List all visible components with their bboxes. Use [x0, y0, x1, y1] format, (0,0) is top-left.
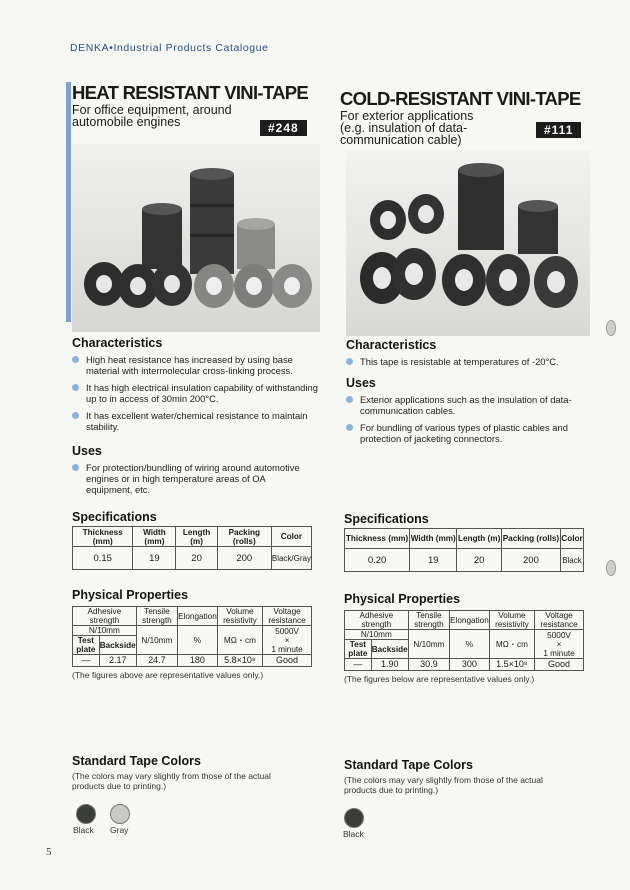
spec-header-color: Color	[560, 529, 583, 549]
left-characteristic-item: It has high electrical insulation capability of withstanding up to in access of 30min 200°C.	[72, 382, 322, 404]
phys-subheader-test-plate: Test plate	[73, 636, 100, 655]
right-uses-section	[346, 376, 586, 450]
phys-subheader-backside: Backside	[99, 636, 136, 655]
left-swatch-black	[76, 804, 96, 824]
phys-value-tensile: 24.7	[136, 655, 177, 667]
spec-value-width: 19	[133, 547, 176, 570]
right-use-item: For bundling of various types of plastic cables and protection of jacketing connectors.	[346, 422, 586, 444]
right-physical-section	[344, 592, 584, 684]
spec-header-thickness: Thickness (mm)	[345, 529, 410, 549]
left-subtitle-line: automobile engines	[72, 115, 181, 129]
right-specifications-heading: Specifications	[344, 512, 429, 526]
spec-value-packing: 200	[217, 547, 271, 570]
tape-colors-note-line: products due to printing.)	[344, 784, 439, 795]
left-specifications-heading: Specifications	[72, 510, 157, 524]
phys-header-volume: Volume resistivity	[217, 607, 262, 626]
right-swatch-black	[344, 808, 364, 828]
phys-value-backside: 1.90	[371, 659, 408, 671]
tape-colors-note-line: (The colors may vary slightly from those of the actual	[344, 775, 543, 785]
binder-hole-icon	[606, 560, 616, 576]
phys-value-volume: 1.5×10⁸	[489, 659, 534, 671]
right-tape-colors-note	[344, 776, 590, 795]
brand-name: DENKA	[70, 42, 110, 54]
phys-header-elongation: Elongation	[178, 607, 218, 626]
spec-header-thickness: Thickness (mm)	[73, 527, 133, 547]
catalogue-header	[70, 42, 269, 54]
phys-unit-adhesive: N/10mm	[345, 630, 409, 640]
right-product-title: COLD-RESISTANT VINI-TAPE	[340, 88, 581, 109]
spec-header-length: Length (m)	[457, 529, 502, 549]
phys-value-backside: 2.17	[99, 655, 136, 667]
spec-value-length: 20	[176, 547, 217, 570]
page-number: 5	[46, 846, 52, 858]
spec-value-packing: 200	[501, 549, 560, 572]
spec-header-packing: Packing (rolls)	[217, 527, 271, 547]
left-product-code-badge: #248	[260, 120, 307, 136]
spec-header-width: Width (mm)	[410, 529, 457, 549]
phys-value-test-plate: —	[345, 659, 372, 671]
right-uses-heading: Uses	[346, 376, 376, 390]
right-characteristic-item: This tape is resistable at temperatures of -20°C.	[346, 356, 586, 367]
spec-value-color: Black/Gray	[271, 547, 311, 570]
right-physical-table	[344, 610, 584, 671]
spec-value-thickness: 0.20	[345, 549, 410, 572]
tape-colors-note-line: (The colors may vary slightly from those of the actual	[72, 771, 271, 781]
phys-unit-volume: MΩ・cm	[489, 630, 534, 659]
spec-header-packing: Packing (rolls)	[501, 529, 560, 549]
left-tape-colors-heading: Standard Tape Colors	[72, 754, 201, 768]
left-characteristic-item: It has excellent water/chemical resistance to maintain stability.	[72, 410, 322, 432]
spec-value-thickness: 0.15	[73, 547, 133, 570]
phys-header-voltage: Voltage resistance	[263, 607, 312, 626]
phys-header-adhesive: Adhesive strength	[345, 611, 409, 630]
header-separator: •	[109, 42, 114, 54]
right-physical-heading: Physical Properties	[344, 592, 461, 606]
right-swatch-label-black: Black	[343, 829, 364, 839]
phys-subheader-test-plate: Test plate	[345, 640, 372, 659]
phys-value-voltage: Good	[535, 659, 584, 671]
volt-unit-line: ×	[284, 635, 290, 645]
phys-unit-voltage	[535, 630, 584, 659]
left-specifications-table	[72, 526, 312, 570]
spec-header-length: Length (m)	[176, 527, 217, 547]
phys-value-elongation: 180	[178, 655, 218, 667]
left-product-photo	[72, 144, 320, 332]
right-subtitle-line: communication cable)	[340, 133, 462, 147]
phys-value-tensile: 30.9	[408, 659, 449, 671]
phys-value-elongation: 300	[450, 659, 490, 671]
binder-hole-icon	[606, 320, 616, 336]
phys-unit-tensile: N/10mm	[136, 626, 177, 655]
right-use-item: Exterior applications such as the insulation of data-communication cables.	[346, 394, 586, 416]
left-subtitle-line: For office equipment, around	[72, 103, 232, 117]
left-characteristic-item: High heat resistance has increased by using base material with intermolecular cross-linking process.	[72, 354, 322, 376]
left-characteristics-heading: Characteristics	[72, 336, 163, 350]
phys-header-tensile: Tensile strength	[136, 607, 177, 626]
volt-unit-line: 5000V	[547, 630, 571, 640]
volt-unit-line: 1 minute	[543, 648, 575, 658]
right-specifications-table	[344, 528, 584, 572]
left-accent-bar	[66, 82, 71, 322]
phys-header-adhesive: Adhesive strength	[73, 607, 137, 626]
right-representative-note: (The figures below are representative values only.)	[344, 674, 535, 684]
right-tape-rolls-illustration	[346, 150, 590, 336]
left-product-title: HEAT RESISTANT VINI-TAPE	[72, 82, 309, 103]
phys-value-volume: 5.8×10⁸	[217, 655, 262, 667]
phys-header-elongation: Elongation	[450, 611, 490, 630]
spec-value-length: 20	[457, 549, 502, 572]
right-subtitle-line: (e.g. insulation of data-	[340, 121, 468, 135]
right-subtitle-line: For exterior applications	[340, 109, 474, 123]
left-representative-note: (The figures above are representative values only.)	[72, 670, 264, 680]
phys-value-voltage: Good	[263, 655, 312, 667]
left-tape-rolls-illustration	[72, 144, 320, 332]
left-tape-colors-section	[72, 754, 322, 791]
right-tape-colors-section	[344, 758, 590, 795]
phys-subheader-backside: Backside	[371, 640, 408, 659]
right-product-code-badge: #111	[536, 122, 581, 138]
right-product-column	[340, 84, 590, 839]
spec-value-width: 19	[410, 549, 457, 572]
right-characteristics-section	[346, 338, 586, 373]
phys-unit-voltage	[263, 626, 312, 655]
left-swatch-gray	[110, 804, 130, 824]
left-uses-section	[72, 444, 302, 501]
phys-unit-tensile: N/10mm	[408, 630, 449, 659]
right-product-photo	[346, 150, 590, 336]
left-specifications-section	[72, 510, 312, 570]
volt-unit-line: ×	[556, 639, 562, 649]
left-tape-colors-note	[72, 772, 322, 791]
phys-unit-elongation: %	[450, 630, 490, 659]
left-physical-heading: Physical Properties	[72, 588, 189, 602]
left-physical-section	[72, 588, 312, 680]
left-physical-table	[72, 606, 312, 667]
volt-unit-line: 5000V	[275, 626, 299, 636]
spec-value-color: Black	[560, 549, 583, 572]
left-use-item: For protection/bundling of wiring around automotive engines or in high temperature areas of OA equipment, etc.	[72, 462, 302, 495]
phys-header-tensile: Tensile strength	[408, 611, 449, 630]
phys-unit-adhesive: N/10mm	[73, 626, 137, 636]
left-swatch-label-black: Black	[73, 825, 94, 835]
right-tape-colors-heading: Standard Tape Colors	[344, 758, 473, 772]
left-swatch-label-gray: Gray	[110, 825, 129, 835]
spec-header-width: Width (mm)	[133, 527, 176, 547]
right-specifications-section	[344, 512, 584, 572]
right-characteristics-heading: Characteristics	[346, 338, 437, 352]
spec-header-color: Color	[271, 527, 311, 547]
left-product-column	[72, 82, 332, 835]
phys-value-test-plate: —	[73, 655, 100, 667]
volt-unit-line: 1 minute	[271, 644, 303, 654]
phys-unit-volume: MΩ・cm	[217, 626, 262, 655]
phys-header-voltage: Voltage resistance	[535, 611, 584, 630]
tape-colors-note-line: products due to printing.)	[72, 780, 167, 791]
left-uses-heading: Uses	[72, 444, 102, 458]
phys-header-volume: Volume resistivity	[489, 611, 534, 630]
phys-unit-elongation: %	[178, 626, 218, 655]
left-characteristics-section	[72, 336, 322, 438]
catalogue-name: Industrial Products Catalogue	[113, 42, 269, 54]
